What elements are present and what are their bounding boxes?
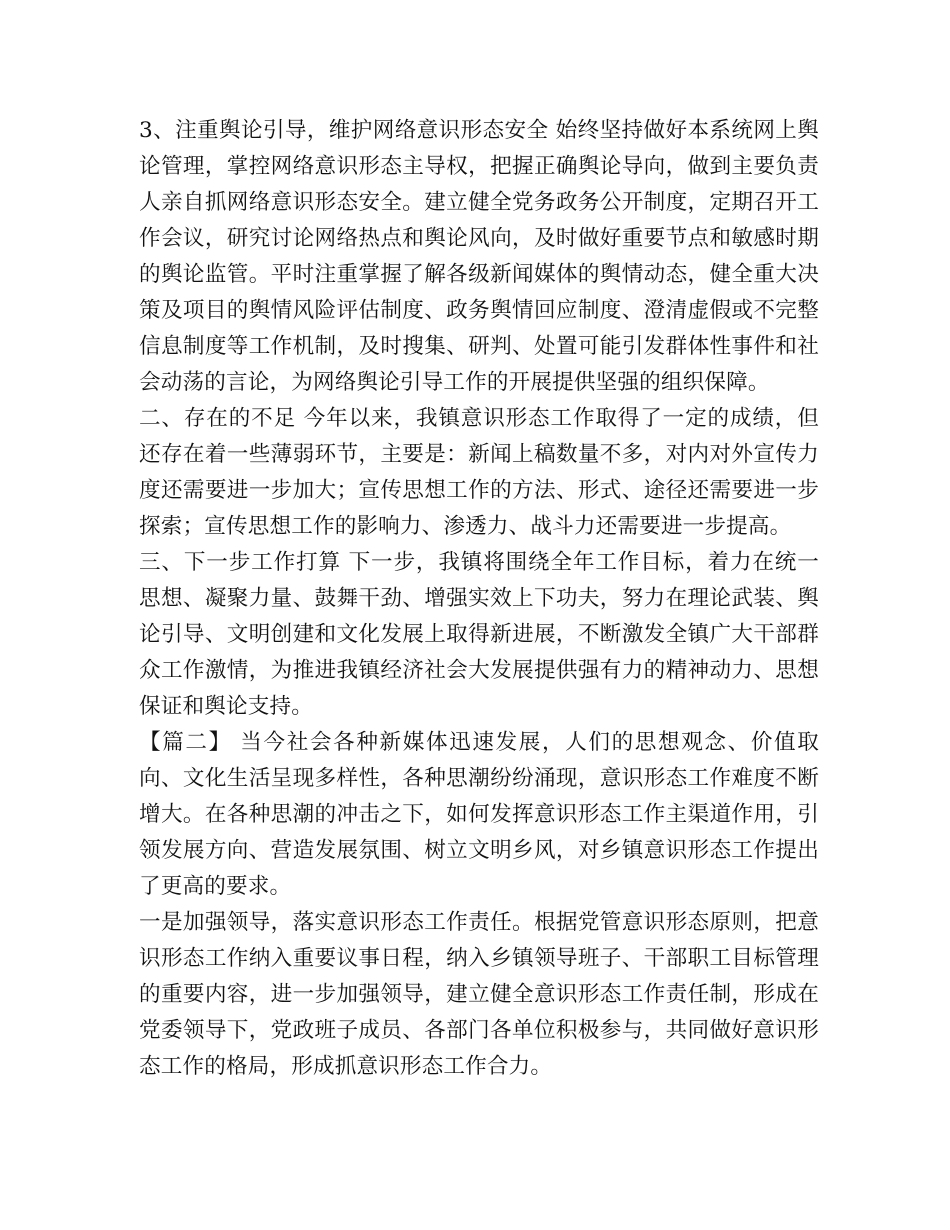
- paragraph-online-opinion: 3、注重舆论引导，维护网络意识形态安全 始终坚持做好本系统网上舆论管理，掌控网络意识形态主导权，把握正确舆论导向，做到主要负责人亲自抓网络意识形态安全。建立健全党务政务公开制度，定期召开工作会议，研究讨论网络热点和舆论风向，及时做好重要节点和敏感时期的舆论监管。平时注重掌握了解各级新闻媒体的舆情动态，健全重大决策及项目的舆情风险评估制度、政务舆情回应制度、澄清虚假或不完整信息制度等工作机制，及时搜集、研判、处置可能引发群体性事件和社会动荡的言论，为网络舆论引导工作的开展提供坚强的组织保障。: [139, 118, 819, 395]
- paragraph-strengthen-leadership: 一是加强领导，落实意识形态工作责任。根据党管意识形态原则，把意识形态工作纳入重要议事日程，纳入乡镇领导班子、干部职工目标管理的重要内容，进一步加强领导，建立健全意识形态工作责任制，形成在党委领导下，党政班子成员、各部门各单位积极参与，共同做好意识形态工作的格局，形成抓意识形态工作合力。: [139, 910, 819, 1079]
- paragraph-part-two-intro: 【篇二】 当今社会各种新媒体迅速发展，人们的思想观念、价值取向、文化生活呈现多样性，各种思潮纷纷涌现，意识形态工作难度不断增大。在各种思潮的冲击之下，如何发挥意识形态工作主渠道作用，引领发展方向、营造发展氛围、树立文明乡风，对乡镇意识形态工作提出了更高的要求。: [139, 730, 819, 899]
- paragraph-next-steps: 三、下一步工作打算 下一步，我镇将围绕全年工作目标，着力在统一思想、凝聚力量、鼓舞干劲、增强实效上下功夫，努力在理论武装、舆论引导、文明创建和文化发展上取得新进展，不断激发全镇广大干部群众工作激情，为推进我镇经济社会大发展提供强有力的精神动力、思想保证和舆论支持。: [139, 550, 819, 719]
- document-body: [139, 113, 819, 1085]
- paragraph-shortcomings: 二、存在的不足 今年以来，我镇意识形态工作取得了一定的成绩，但还存在着一些薄弱环节，主要是：新闻上稿数量不多，对内对外宣传力度还需要进一步加大；宣传思想工作的方法、形式、途径还需要进一步探索；宣传思想工作的影响力、渗透力、战斗力还需要进一步提高。: [139, 406, 819, 539]
